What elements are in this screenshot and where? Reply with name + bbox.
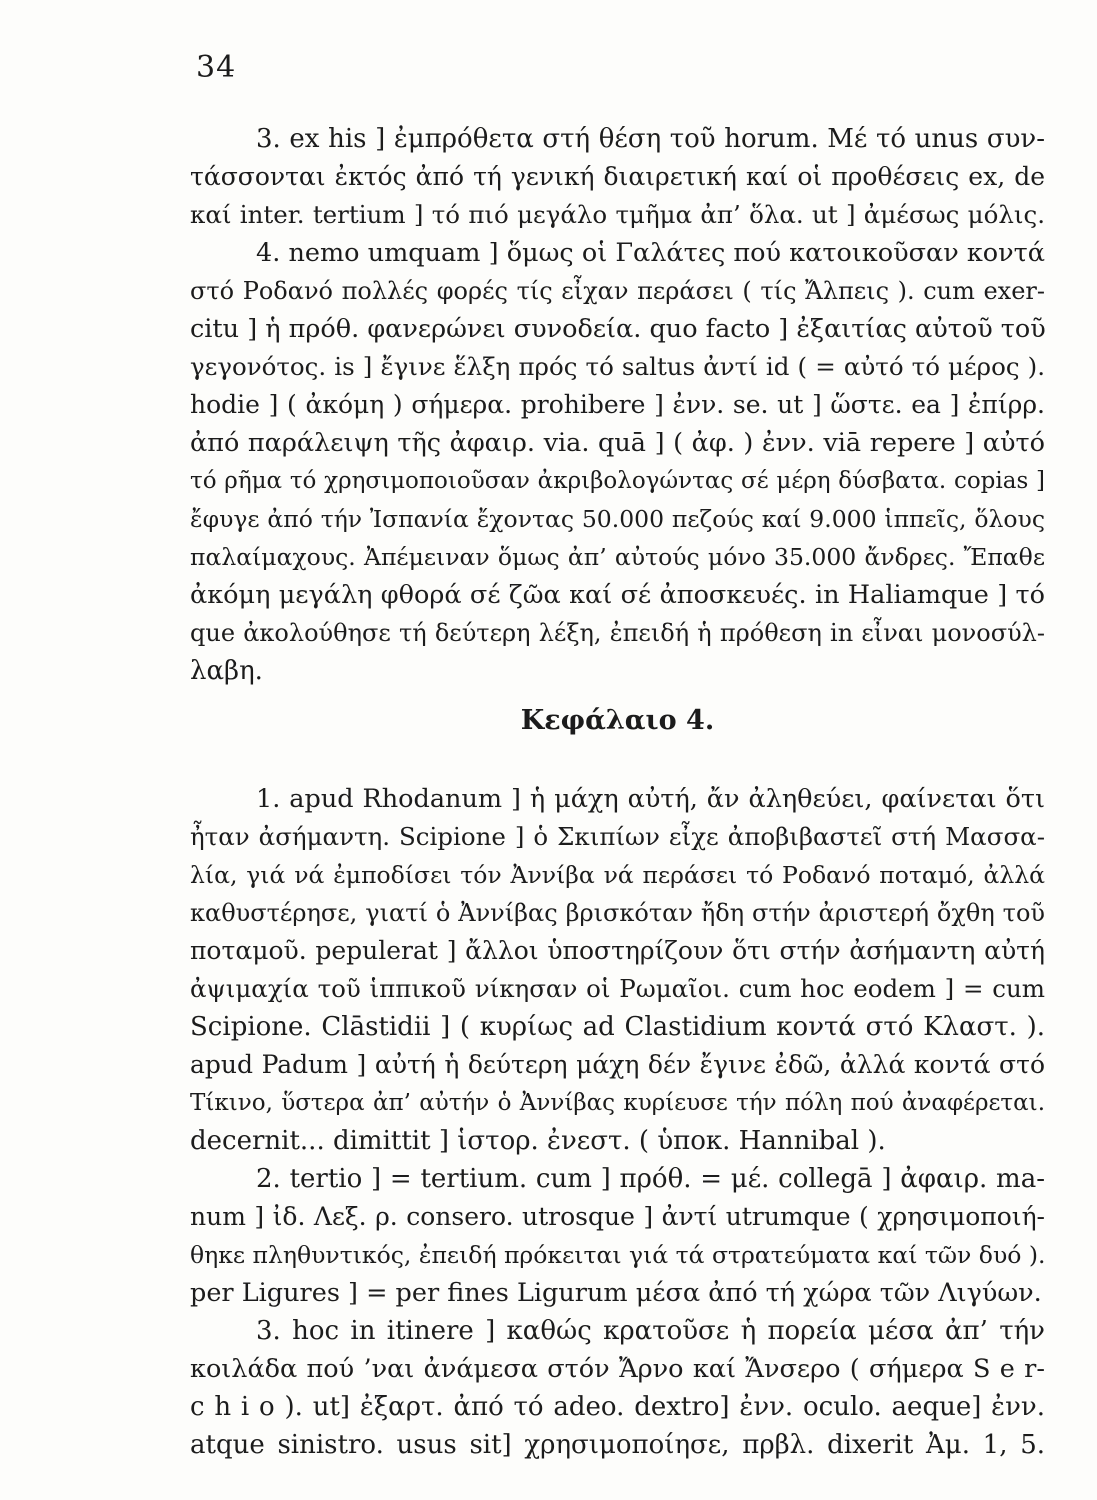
text-line: θηκε πληθυντικός, ἐπειδή πρόκειται γιά τά στρατεύματα καί τῶν δυό ).	[190, 1241, 1046, 1269]
text-line: citu ] ἡ πρόθ. φανερώνει συνοδεία. quo facto ] ἐξαιτίας αὐτοῦ τοῦ	[190, 314, 1046, 344]
text-line: num ] ἰδ. Λεξ. ρ. consero. utrosque ] ἀντί utrumque ( χρησιμοποιή-	[190, 1202, 1045, 1231]
text-line: atque sinistro. usus sit] χρησιμοποίησε, πρβλ. dixerit Ἀμ. 1, 5.	[190, 1430, 1045, 1460]
text-line: hodie ] ( ἀκόμη ) σήμερα. prohibere ] ἐνν. se. ut ] ὥστε. ea ] ἐπίρρ.	[190, 390, 1045, 419]
text-line: ἦταν ἀσήμαντη. Scipione ] ὁ Σκιπίων εἶχε ἀποβιβαστεῖ στή Μασσα-	[190, 822, 1045, 851]
text-line: 3. hoc in itinere ] καθώς κρατοῦσε ἡ πορεία μέσα ἀπ’ τήν	[256, 1316, 1045, 1346]
text-line: καί inter. tertium ] τό πιό μεγάλο τμῆμα ἀπ’ ὅλα. ut ] ἀμέσως μόλις.	[190, 200, 1045, 229]
text-line: τάσσονται ἐκτός ἀπό τή γενική διαιρετική καί οἱ προθέσεις ex, de	[190, 162, 1045, 191]
text-line: ποταμοῦ. pepulerat ] ἄλλοι ὑποστηρίζουν ὅτι στήν ἀσήμαντη αὐτή	[190, 936, 1045, 965]
text-line: 4. nemo umquam ] ὅμως οἱ Γαλάτες πού κατοικοῦσαν κοντά	[256, 238, 1045, 268]
text-line: στό Ροδανό πολλές φορές τίς εἶχαν περάσει ( τίς Ἄλπεις ). cum exer-	[190, 277, 1045, 305]
text-line: ἀπό παράλειψη τῆς ἀφαιρ. via. quā ] ( ἀφ. ) ἐνν. viā repere ] αὐτό	[190, 428, 1045, 458]
text-line: γεγονότος. is ] ἔγινε ἕλξη πρός τό saltus ἀντί id ( = αὐτό τό μέρος ).	[190, 352, 1045, 381]
text-line: decernit... dimittit ] ἱστορ. ἐνεστ. ( ὑποκ. Hannibal ).	[190, 1126, 886, 1156]
text-line: 2. tertio ] = tertium. cum ] πρόθ. = μέ. collegā ] ἀφαιρ. ma-	[256, 1164, 1045, 1194]
text-line: c h i o ). ut] ἐξαρτ. ἀπό τό adeo. dextro] ἐνν. oculo. aeque] ἐνν.	[190, 1392, 1045, 1422]
text-line: τό ρῆμα τό χρησιμοποιοῦσαν ἀκριβολογώντας σέ μέρη δύσβατα. copias ]	[190, 468, 1045, 494]
text-line: 1. apud Rhodanum ] ἡ μάχη αὐτή, ἄν ἀληθεύει, φαίνεται ὅτι	[256, 784, 1045, 814]
page-number: 34	[196, 50, 237, 85]
text-line: apud Padum ] αὐτή ἡ δεύτερη μάχη δέν ἔγινε ἐδῶ, ἀλλά κοντά στό	[190, 1050, 1045, 1079]
text-line: λαβη.	[190, 656, 263, 686]
text-line: 3. ex his ] ἐμπρόθετα στή θέση τοῦ horum. Μέ τό unus συν-	[256, 124, 1045, 154]
chapter-heading: Κεφάλαιο 4.	[520, 705, 715, 736]
text-line: per Ligures ] = per fines Ligurum μέσα ἀπό τή χώρα τῶν Λιγύων.	[190, 1278, 1042, 1308]
text-line: παλαίμαχους. Ἀπέμειναν ὅμως ἀπ’ αὐτούς μόνο 35.000 ἄνδρες. Ἔπαθε	[190, 543, 1045, 571]
text-line: κοιλάδα πού ’ναι ἀνάμεσα στόν Ἄρνο καί Ἄνσερο ( σήμερα S e r-	[190, 1354, 1045, 1384]
text-line: ἀκόμη μεγάλη φθορά σέ ζῶα καί σέ ἀποσκευές. in Haliamque ] τό	[190, 580, 1045, 610]
text-line: ἀψιμαχία τοῦ ἱππικοῦ νίκησαν οἱ Ρωμαῖοι. cum hoc eodem ] = cum	[190, 974, 1045, 1003]
text-line: que ἀκολούθησε τή δεύτερη λέξη, ἐπειδή ἡ πρόθεση in εἶναι μονοσύλ-	[190, 619, 1045, 647]
text-line: ἔφυγε ἀπό τήν Ἰσπανία ἔχοντας 50.000 πεζούς καί 9.000 ἱππεῖς, ὅλους	[190, 505, 1045, 533]
text-line: λία, γιά νά ἐμποδίσει τόν Ἀννίβα νά περάσει τό Ροδανό ποταμό, ἀλλά	[190, 861, 1045, 889]
text-line: Τίκινο, ὕστερα ἀπ’ αὐτήν ὁ Ἀννίβας κυρίευσε τήν πόλη πού ἀναφέρεται.	[190, 1090, 1045, 1116]
text-line: καθυστέρησε, γιατί ὁ Ἀννίβας βρισκόταν ἤδη στήν ἀριστερή ὄχθη τοῦ	[190, 899, 1045, 927]
text-line: Scipione. Clāstidii ] ( κυρίως ad Clastidium κοντά στό Κλαστ. ).	[190, 1012, 1045, 1042]
